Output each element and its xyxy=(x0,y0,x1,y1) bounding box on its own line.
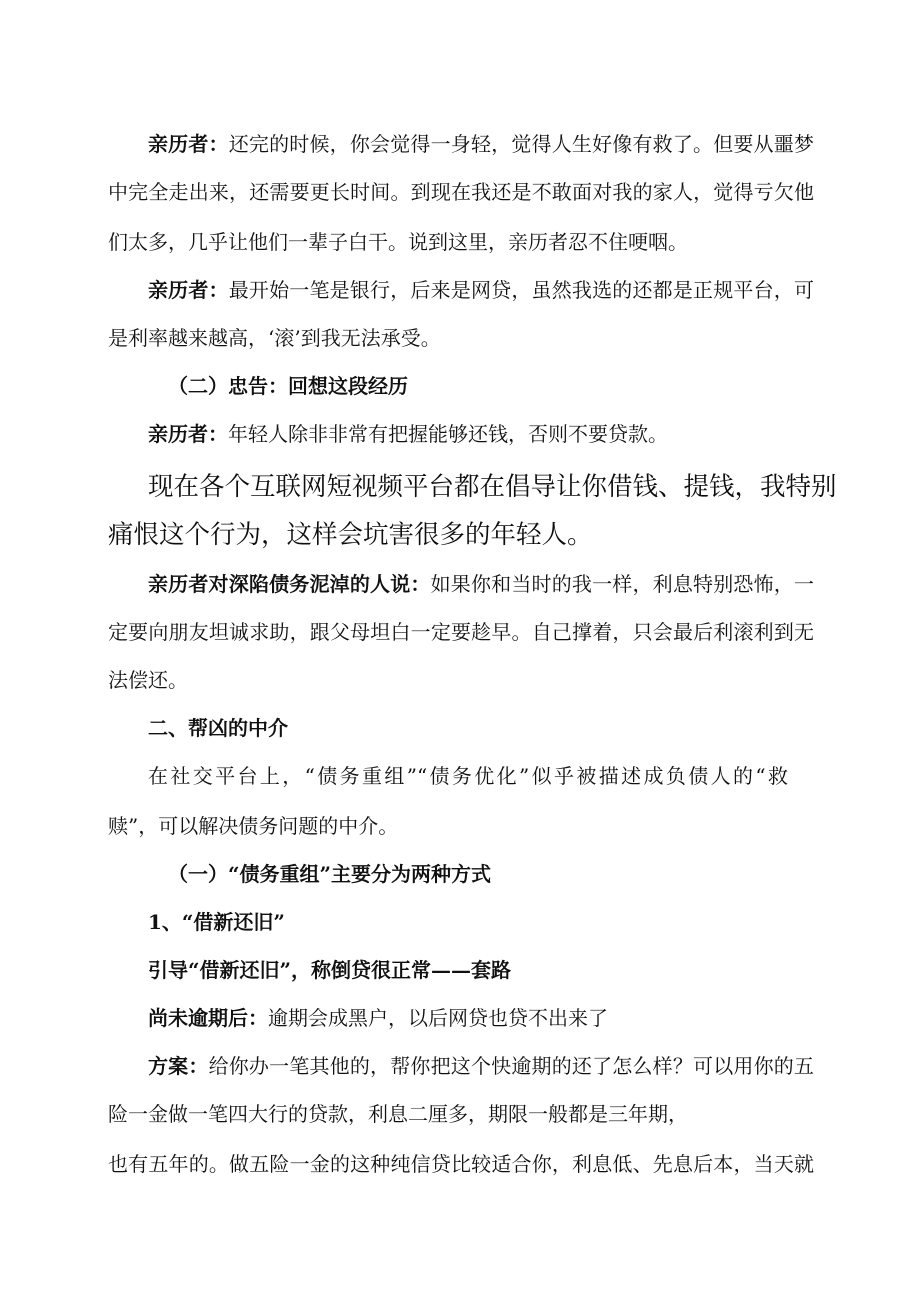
paragraph-text: 逾期会成黑户，以后网贷也贷不出来了 xyxy=(268,1006,608,1030)
paragraph-2-line-1 xyxy=(108,276,814,304)
speaker-label: 亲历者对深陷债务泥淖的人说： xyxy=(148,572,431,596)
paragraph-1-line-3: 们太多，几乎让他们一辈子白干。说到这里，亲历者忍不住哽咽。 xyxy=(108,230,688,254)
subsection-heading-borrow-new: 1、“借新还旧” xyxy=(148,910,285,934)
paragraph-text: 还完的时候，你会觉得一身轻，觉得人生好像有救了。但要从噩梦 xyxy=(228,132,814,156)
section-heading-intermediary: 二、帮凶的中介 xyxy=(148,716,288,740)
paragraph-5-line-2: 赎”，可以解决债务问题的中介。 xyxy=(108,814,399,838)
speaker-label: 亲历者： xyxy=(148,422,228,446)
paragraph-1-line-1 xyxy=(108,130,814,158)
paragraph-5-line-1: 在社交平台上，“债务重组”“债务优化”似乎被描述成负债人的“救 xyxy=(148,764,788,788)
paragraph-6-line-1 xyxy=(108,1004,814,1032)
paragraph-7-line-2: 险一金做一笔四大行的贷款，利息二厘多，期限一般都是三年期， xyxy=(108,1102,688,1126)
paragraph-4-line-3: 法偿还。 xyxy=(108,668,188,692)
paragraph-4-line-1 xyxy=(108,570,814,598)
speaker-label: 尚未逾期后： xyxy=(148,1006,268,1030)
speaker-label: 亲历者： xyxy=(148,278,229,302)
subsection-heading-methods: （一）“债务重组”主要分为两种方式 xyxy=(168,862,492,886)
paragraph-2-line-2: 是利率越来越高，‘滚’到我无法承受。 xyxy=(108,326,441,350)
speaker-label: 方案： xyxy=(148,1054,209,1078)
paragraph-4-line-2: 定要向朋友坦诚求助，跟父母坦白一定要趁早。自己撑着，只会最后利滚利到无 xyxy=(108,620,814,644)
subsection-heading-tactic: 引导“借新还旧”，称倒贷很正常——套路 xyxy=(148,958,512,982)
paragraph-text: 如果你和当时的我一样，利息特别恐怖，一 xyxy=(430,572,814,596)
emphasis-quote-line-1: 现在各个互联网短视频平台都在倡导让你借钱、提钱，我特别 xyxy=(148,472,837,502)
paragraph-1-line-2: 中完全走出来，还需要更长时间。到现在我还是不敢面对我的家人，觉得亏欠他 xyxy=(108,180,814,204)
emphasis-quote-line-2: 痛恨这个行为，这样会坑害很多的年轻人。 xyxy=(108,520,593,550)
paragraph-text: 年轻人除非非常有把握能够还钱，否则不要贷款。 xyxy=(228,422,668,446)
paragraph-7-line-1 xyxy=(108,1052,814,1080)
paragraph-text: 最开始一笔是银行，后来是网贷，虽然我选的还都是正规平台，可 xyxy=(228,278,814,302)
paragraph-7-line-3: 也有五年的。做五险一金的这种纯信贷比较适合你，利息低、先息后本，当天就 xyxy=(108,1152,814,1176)
paragraph-text: 给你办一笔其他的，帮你把这个快逾期的还了怎么样？可以用你的五 xyxy=(208,1054,814,1078)
paragraph-3-line-1 xyxy=(108,420,814,448)
speaker-label: 亲历者： xyxy=(148,132,229,156)
section-heading-advice: （二）忠告：回想这段经历 xyxy=(168,374,408,398)
